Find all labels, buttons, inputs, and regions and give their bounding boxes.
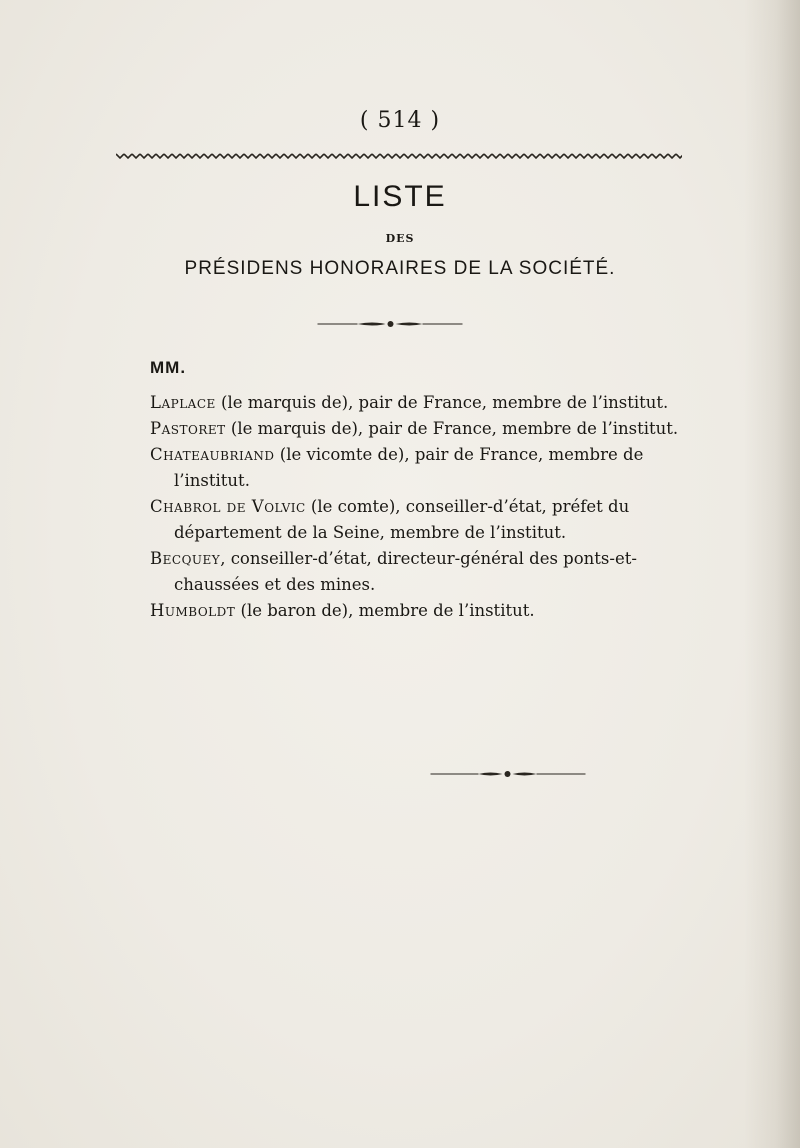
page-number: ( 514 ) [359, 108, 441, 133]
member-name: Chateaubriand [150, 445, 275, 464]
list-item [150, 442, 695, 494]
member-description: (le marquis de), pair de France, membre de l’institut. [225, 419, 679, 438]
member-description: (le baron de), membre de l’institut. [235, 601, 535, 620]
list-item [150, 598, 695, 624]
member-name: Becquey [150, 549, 221, 568]
salutation: MM. [150, 358, 187, 377]
list-item [150, 390, 695, 416]
ornamental-border [116, 152, 682, 160]
member-description: (le comte), conseiller-d’état, préfet du département de la Seine, membre de l’institut. [174, 497, 630, 542]
member-name: Pastoret [150, 419, 226, 438]
divider-ornament [318, 320, 463, 328]
list-item [150, 494, 695, 546]
member-name: Laplace [150, 393, 216, 412]
document-subtitle: PRÉSIDENS HONORAIRES DE LA SOCIÉTÉ. [184, 258, 616, 279]
member-name: Chabrol de Volvic [150, 497, 306, 516]
member-description: (le vicomte de), pair de France, membre de l’institut. [174, 445, 644, 490]
list-item [150, 416, 695, 442]
document-title: LISTE [353, 180, 447, 213]
member-name: Humboldt [150, 601, 236, 620]
list-item [150, 546, 695, 598]
member-list [150, 390, 695, 624]
member-description: (le marquis de), pair de France, membre de l’institut. [215, 393, 669, 412]
member-description: , conseiller-d’état, directeur-général des ponts-et-chaussées et des mines. [174, 549, 637, 594]
title-connector: DES [385, 232, 415, 245]
closing-ornament [431, 770, 586, 778]
